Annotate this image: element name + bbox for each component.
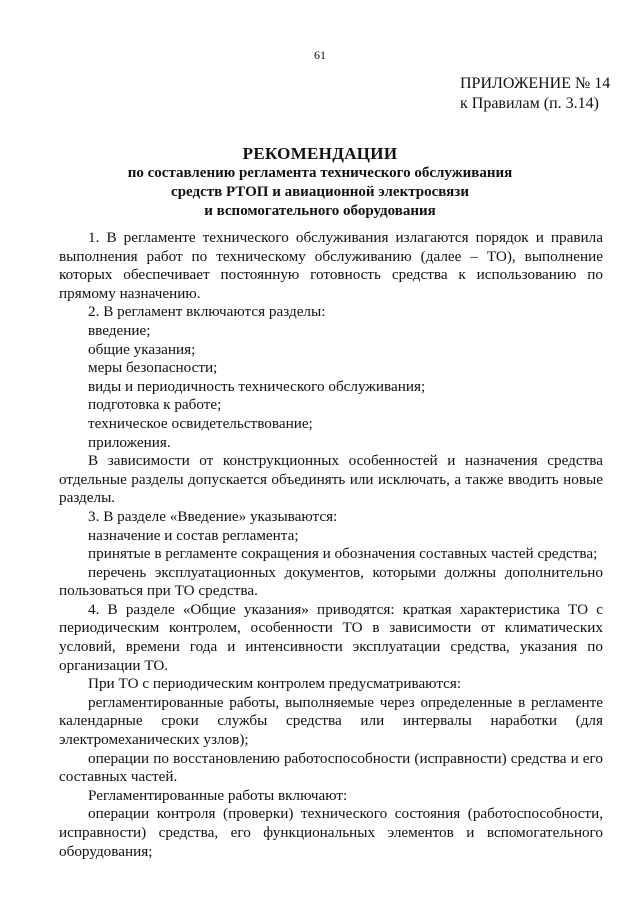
document-body — [59, 229, 603, 861]
operations-item-line: операции контроля (проверки) технического состояния (работоспособности, — [88, 805, 603, 823]
paragraph-5-line: условий, времени года и интенсивности эксплуатации средства, указания по — [59, 638, 603, 656]
introduction-list-item: принятые в регламенте сокращения и обозначения составных частей средства; — [88, 545, 598, 563]
introduction-list-item: назначение и состав регламента; — [88, 526, 299, 544]
appendix-label — [460, 74, 610, 114]
paragraph-3-line: В зависимости от конструкционных особенностей и назначения средства — [88, 452, 603, 470]
paragraph-6: При ТО с периодическим контролем предусматриваются: — [88, 675, 462, 693]
paragraph-1-line: 1. В регламенте технического обслуживания излагаются порядок и правила — [88, 229, 603, 246]
section-list-item: приложения. — [88, 433, 171, 451]
paragraph-5-line: организации ТО. — [59, 656, 169, 674]
paragraph-3-line: разделы. — [59, 489, 116, 507]
paragraph-5-line: 4. В разделе «Общие указания» приводятся: краткая характеристика ТО с — [88, 600, 603, 618]
maintenance-item-line: операции по восстановлению работоспособности (исправности) средства и его — [88, 749, 603, 767]
paragraph-1-line: прямому назначению. — [59, 284, 201, 302]
maintenance-item-line: составных частей. — [59, 768, 178, 786]
paragraph-7: Регламентированные работы включают: — [88, 786, 348, 804]
appendix-title: ПРИЛОЖЕНИЕ № 14 — [460, 75, 611, 92]
paragraph-4: 3. В разделе «Введение» указываются: — [88, 507, 338, 525]
maintenance-item-line: электромеханических узлов); — [59, 731, 249, 749]
heading-line-1: по составлению регламента технического обслуживания — [127, 165, 513, 181]
section-list-item: виды и периодичность технического обслуживания; — [88, 377, 426, 395]
heading-title: РЕКОМЕНДАЦИИ — [242, 144, 398, 163]
appendix-reference: к Правилам (п. 3.14) — [460, 95, 599, 112]
maintenance-item-line: регламентированные работы, выполняемые через определенные в регламенте — [88, 693, 603, 711]
paragraph-5-line: периодическим контролем, особенности ТО в зависимости от климатических — [59, 619, 603, 637]
operations-item-line: оборудования; — [59, 842, 153, 860]
section-list-item: введение; — [88, 321, 151, 339]
paragraph-1-line: выполнения работ по техническому обслуживанию (далее – ТО), выполнение — [59, 247, 603, 265]
heading-line-2: средств РТОП и авиационной электросвязи — [171, 184, 469, 200]
page-number: 61 — [314, 48, 326, 62]
section-list-item: общие указания; — [88, 340, 196, 358]
paragraph-3-line: отдельные разделы допускается объединять или исключать, а также вводить новые — [59, 470, 603, 488]
document-heading — [0, 144, 640, 221]
section-list-item: меры безопасности; — [88, 359, 218, 377]
section-list-item: подготовка к работе; — [88, 396, 222, 414]
introduction-list-item: перечень эксплуатационных документов, которыми должны дополнительно — [88, 563, 603, 581]
paragraph-1-line: которых обеспечивает постоянную готовность средства к использованию по — [59, 266, 603, 284]
maintenance-item-line: календарные сроки службы средства или интервалы наработки (для — [59, 712, 603, 730]
section-list-item: техническое освидетельствование; — [88, 414, 313, 432]
heading-line-3: и вспомогательного оборудования — [204, 203, 436, 219]
introduction-list-item: пользоваться при ТО средства. — [59, 582, 258, 600]
paragraph-2: 2. В регламент включаются разделы: — [88, 303, 326, 321]
operations-item-line: исправности) средства, его функциональных элементов и вспомогательного — [59, 824, 603, 841]
